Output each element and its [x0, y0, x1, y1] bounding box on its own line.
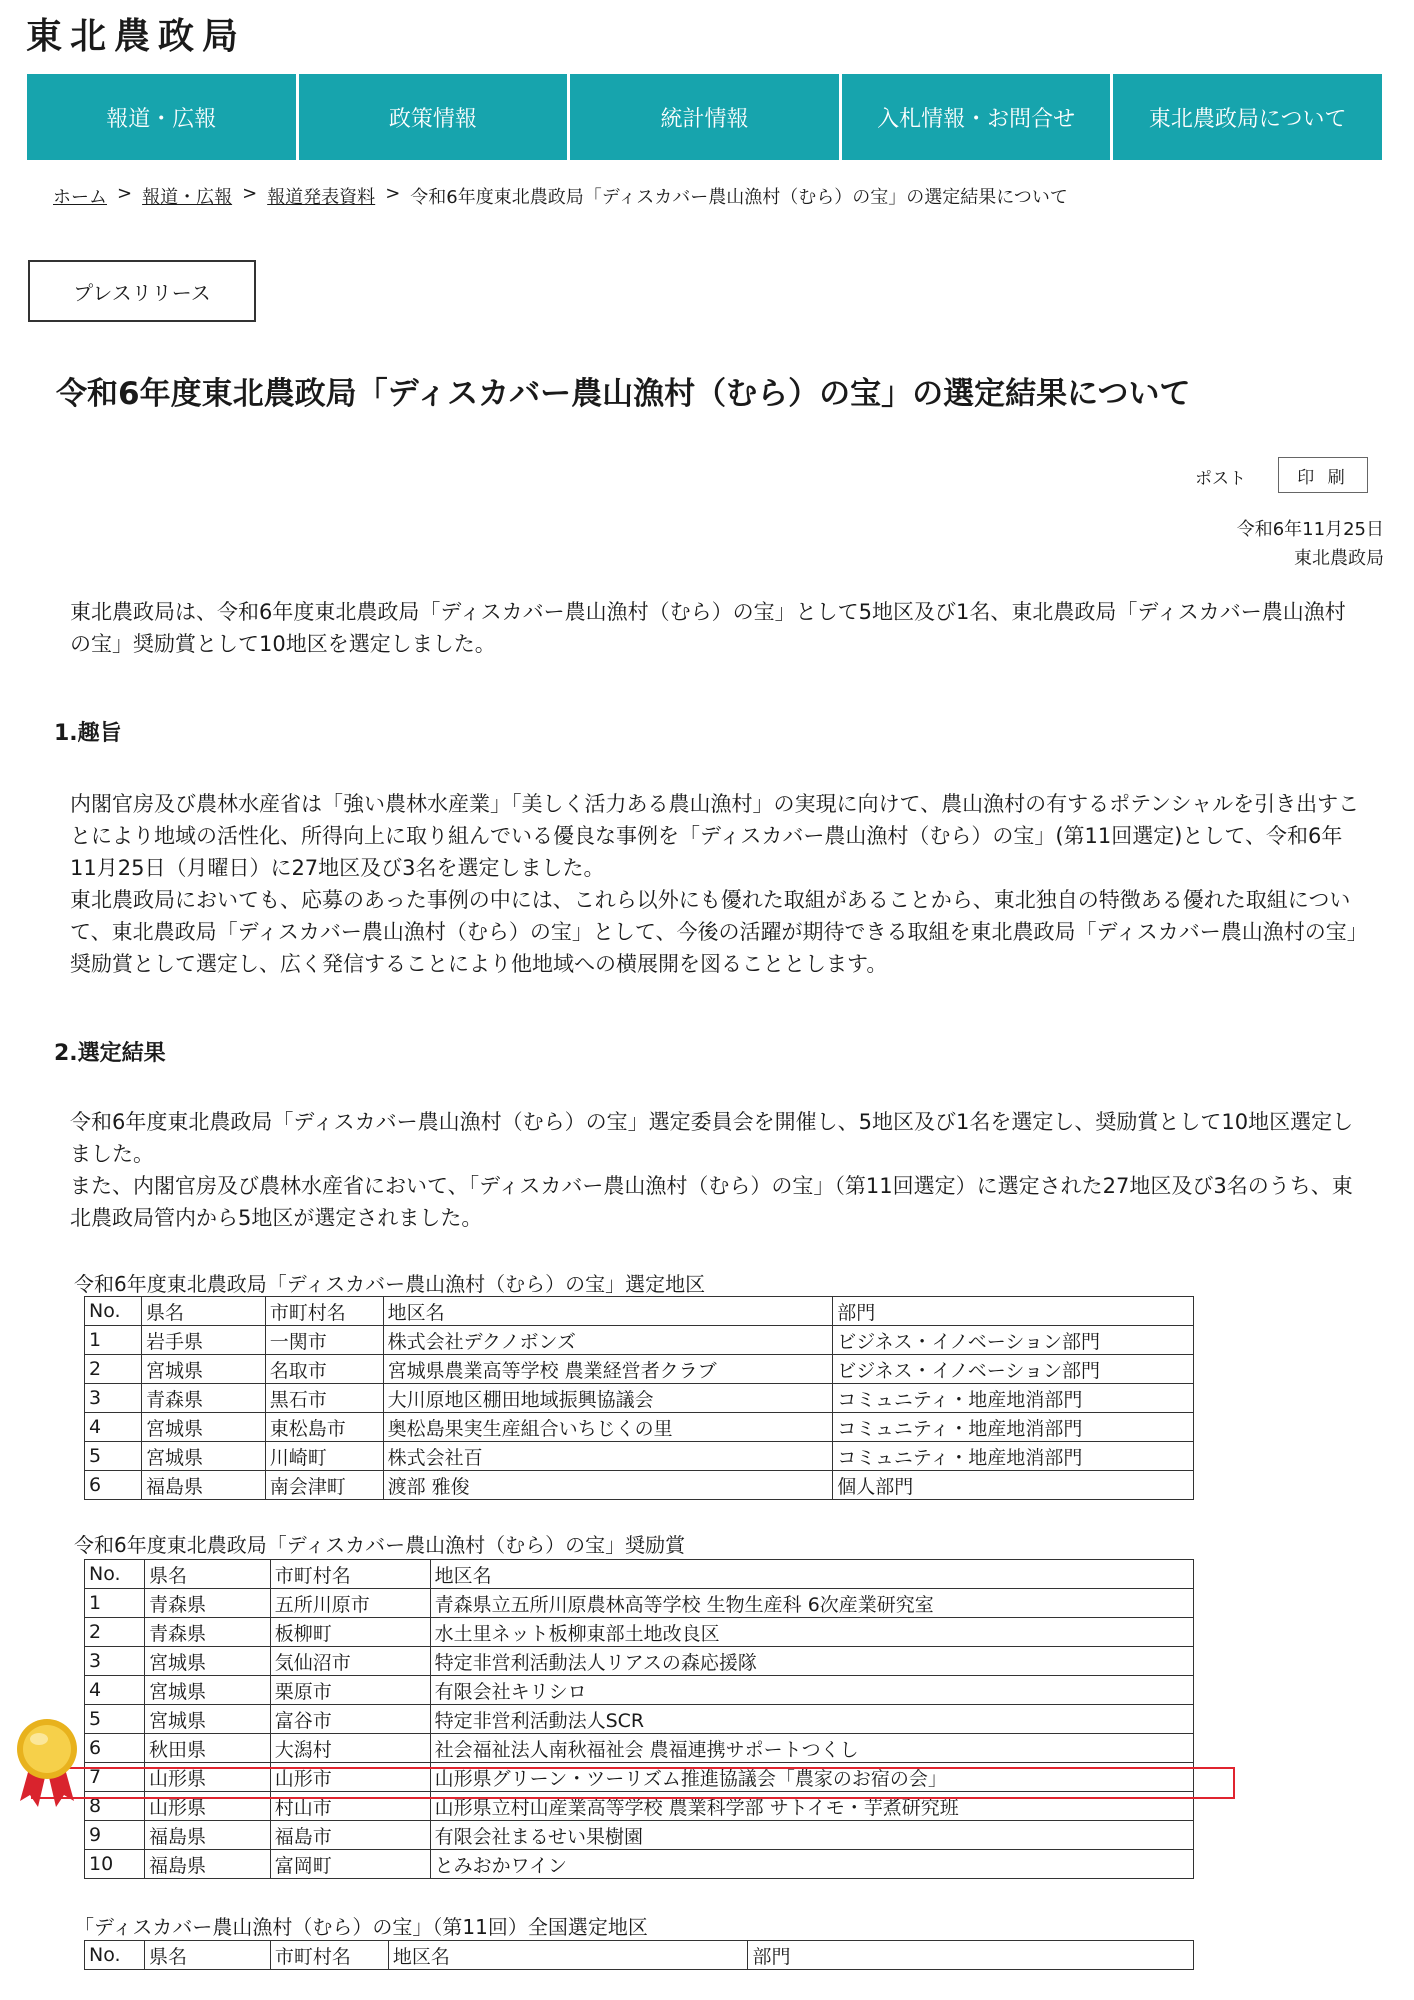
table-header-row [85, 1941, 1194, 1970]
table-cell: 岩手県 [141, 1326, 265, 1355]
table-cell: 4 [85, 1413, 142, 1442]
table-cell: 1 [85, 1589, 145, 1618]
table-cell: コミュニティ・地産地消部門 [833, 1442, 1194, 1471]
table-cell: 5 [85, 1705, 145, 1734]
post-share-button[interactable]: ポスト [1195, 469, 1246, 489]
table-cell: 水土里ネット板柳東部土地改良区 [430, 1618, 1193, 1647]
table-cell: 山形県 [144, 1763, 270, 1792]
table-cell: 青森県 [144, 1589, 270, 1618]
highlight-box [31, 1767, 1235, 1799]
table-cell: 福島県 [144, 1821, 270, 1850]
table-cell: 10 [85, 1850, 145, 1879]
table-cell: 村山市 [270, 1792, 430, 1821]
table-cell: 特定非営利活動法人SCR [430, 1705, 1193, 1734]
column-header: 部門 [833, 1297, 1194, 1326]
national-selection-table [84, 1940, 1194, 1970]
nav-item-statistics[interactable]: 統計情報 [570, 74, 842, 160]
column-header: No. [85, 1941, 145, 1970]
breadcrumb-separator: > [117, 183, 133, 204]
table-cell: 山形県 [144, 1792, 270, 1821]
release-org: 東北農政局 [1294, 548, 1384, 569]
table-cell: 有限会社キリシロ [430, 1676, 1193, 1705]
table-cell: 青森県 [141, 1384, 265, 1413]
table-cell: 一関市 [265, 1326, 383, 1355]
column-header: 地区名 [388, 1941, 748, 1970]
intro-paragraph: 東北農政局は、令和6年度東北農政局「ディスカバー農山漁村（むら）の宝」として5地区及び1名、東北農政局「ディスカバー農山漁村の宝」奨励賞として10地区を選定しました。 [70, 600, 1346, 656]
table-cell: 富岡町 [270, 1850, 430, 1879]
table-cell: 有限会社まるせい果樹園 [430, 1821, 1193, 1850]
table-cell: 宮城県 [141, 1442, 265, 1471]
table-cell: 山形県グリーン・ツーリズム推進協議会「農家のお宿の会」 [430, 1763, 1193, 1792]
table-row [85, 1821, 1194, 1850]
table-cell: 福島県 [144, 1850, 270, 1879]
table-row [85, 1413, 1194, 1442]
press-release-label: プレスリリース [28, 260, 256, 322]
table-cell: 青森県立五所川原農林高等学校 生物生産科 6次産業研究室 [430, 1589, 1193, 1618]
table-row [85, 1589, 1194, 1618]
table-row [85, 1355, 1194, 1384]
table-cell: 富谷市 [270, 1705, 430, 1734]
table-cell: 3 [85, 1647, 145, 1676]
breadcrumb [53, 183, 1068, 209]
table-cell: 8 [85, 1792, 145, 1821]
table-cell: 奥松島果実生産組合いちじくの里 [383, 1413, 833, 1442]
table-cell: ビジネス・イノベーション部門 [833, 1326, 1194, 1355]
table-cell: 株式会社デクノボンズ [383, 1326, 833, 1355]
results-paragraph-1: 令和6年度東北農政局「ディスカバー農山漁村（むら）の宝」選定委員会を開催し、5地区及び1名を選定し、奨励賞として10地区選定しました。 [70, 1110, 1354, 1166]
global-nav [27, 74, 1382, 160]
table-cell: 大潟村 [270, 1734, 430, 1763]
breadcrumb-current: 令和6年度東北農政局「ディスカバー農山漁村（むら）の宝」の選定結果について [410, 187, 1068, 208]
nav-item-policy[interactable]: 政策情報 [299, 74, 571, 160]
table-cell: 特定非営利活動法人リアスの森応援隊 [430, 1647, 1193, 1676]
table-row [85, 1676, 1194, 1705]
encouragement-award-table [84, 1559, 1194, 1879]
table-cell: 板柳町 [270, 1618, 430, 1647]
table-row [85, 1326, 1194, 1355]
breadcrumb-press[interactable]: 報道・広報 [142, 187, 233, 208]
table-cell: 福島市 [270, 1821, 430, 1850]
table-row [85, 1647, 1194, 1676]
table-row [85, 1471, 1194, 1500]
column-header: 地区名 [430, 1560, 1193, 1589]
breadcrumb-separator: > [242, 183, 258, 204]
table-cell: 1 [85, 1326, 142, 1355]
table-row [85, 1384, 1194, 1413]
table-cell: 栗原市 [270, 1676, 430, 1705]
table-row [85, 1618, 1194, 1647]
nav-item-press[interactable]: 報道・広報 [27, 74, 299, 160]
column-header: 県名 [144, 1560, 270, 1589]
table-cell: 秋田県 [144, 1734, 270, 1763]
gold-medal-icon [12, 1717, 82, 1809]
table2-caption: 令和6年度東北農政局「ディスカバー農山漁村（むら）の宝」奨励賞 [74, 1533, 686, 1557]
nav-item-bidding-contact[interactable]: 入札情報・お問合せ [842, 74, 1114, 160]
table-cell: 川崎町 [265, 1442, 383, 1471]
table-cell: 5 [85, 1442, 142, 1471]
column-header: 市町村名 [270, 1941, 388, 1970]
table-cell: 6 [85, 1471, 142, 1500]
table-row [85, 1705, 1194, 1734]
column-header: 県名 [141, 1297, 265, 1326]
table-cell: 7 [85, 1763, 145, 1792]
column-header: 地区名 [383, 1297, 833, 1326]
table-cell: とみおかワイン [430, 1850, 1193, 1879]
table-cell: 宮城県 [144, 1705, 270, 1734]
table-cell: ビジネス・イノベーション部門 [833, 1355, 1194, 1384]
table-cell: 山形市 [270, 1763, 430, 1792]
table3-caption: 「ディスカバー農山漁村（むら）の宝」（第11回）全国選定地区 [74, 1915, 648, 1939]
table-cell: 山形県立村山産業高等学校 農業科学部 サトイモ・芋煮研究班 [430, 1792, 1193, 1821]
table-cell: 社会福祉法人南秋福祉会 農福連携サポートつくし [430, 1734, 1193, 1763]
table-cell: 名取市 [265, 1355, 383, 1384]
page-title: 令和6年度東北農政局「ディスカバー農山漁村（むら）の宝」の選定結果について [56, 376, 1191, 412]
column-header: No. [85, 1560, 145, 1589]
table-cell: 気仙沼市 [270, 1647, 430, 1676]
column-header: No. [85, 1297, 142, 1326]
table1-caption: 令和6年度東北農政局「ディスカバー農山漁村（むら）の宝」選定地区 [74, 1272, 706, 1296]
selected-districts-table [84, 1296, 1194, 1500]
table-cell: 2 [85, 1618, 145, 1647]
table-row [85, 1734, 1194, 1763]
table-cell: 青森県 [144, 1618, 270, 1647]
table2-body [85, 1589, 1194, 1879]
table-cell: 株式会社百 [383, 1442, 833, 1471]
purpose-paragraph-1: 内閣官房及び農林水産省は「強い農林水産業」「美しく活力ある農山漁村」の実現に向けて、農山漁村の有するポテンシャルを引き出すことにより地域の活性化、所得向上に取り組んでいる優良な事例を「ディスカバー農山漁村（むら）の宝」(第11回選定)として、令和6年11月25日（月曜日）に27地区及び3名を選定しました。 [70, 792, 1360, 880]
table-header-row [85, 1560, 1194, 1589]
breadcrumb-home[interactable]: ホーム [53, 187, 107, 208]
purpose-paragraph-2: 東北農政局においても、応募のあった事例の中には、これら以外にも優れた取組があることから、東北独自の特徴ある優れた取組について、東北農政局「ディスカバー農山漁村（むら）の宝」として、今後の活躍が期待できる取組を東北農政局「ディスカバー農山漁村の宝」奨励賞として選定し、広く発信することにより他地域への横展開を図ることとします。 [70, 888, 1358, 976]
table-cell: 宮城県 [141, 1413, 265, 1442]
table-cell: 黒石市 [265, 1384, 383, 1413]
table-cell: 宮城県 [141, 1355, 265, 1384]
table-cell: 宮城県農業高等学校 農業経営者クラブ [383, 1355, 833, 1384]
table-header-row [85, 1297, 1194, 1326]
table-cell: 宮城県 [144, 1647, 270, 1676]
table-cell: 6 [85, 1734, 145, 1763]
column-header: 部門 [748, 1941, 1194, 1970]
column-header: 県名 [144, 1941, 270, 1970]
table-cell: コミュニティ・地産地消部門 [833, 1384, 1194, 1413]
column-header: 市町村名 [270, 1560, 430, 1589]
table-row [85, 1442, 1194, 1471]
table-cell: 南会津町 [265, 1471, 383, 1500]
site-logo[interactable]: 東北農政局 [26, 16, 247, 57]
table-cell: 大川原地区棚田地域振興協議会 [383, 1384, 833, 1413]
table-cell: 五所川原市 [270, 1589, 430, 1618]
section-heading-results: 2.選定結果 [54, 1041, 166, 1066]
table-cell: 9 [85, 1821, 145, 1850]
table-cell: 宮城県 [144, 1676, 270, 1705]
table-cell: 個人部門 [833, 1471, 1194, 1500]
breadcrumb-releases[interactable]: 報道発表資料 [267, 187, 376, 208]
table1-body [85, 1326, 1194, 1500]
section-heading-purpose: 1.趣旨 [54, 721, 122, 746]
table-cell: 福島県 [141, 1471, 265, 1500]
table-cell: 2 [85, 1355, 142, 1384]
table-cell: 4 [85, 1676, 145, 1705]
table-row [85, 1850, 1194, 1879]
nav-item-about[interactable]: 東北農政局について [1113, 74, 1382, 160]
results-paragraph-2: また、内閣官房及び農林水産省において、「ディスカバー農山漁村（むら）の宝」（第11回選定）に選定された27地区及び3名のうち、東北農政局管内から5地区が選定されました。 [70, 1174, 1353, 1230]
column-header: 市町村名 [265, 1297, 383, 1326]
breadcrumb-separator: > [385, 183, 401, 204]
release-date: 令和6年11月25日 [1236, 519, 1384, 540]
table-cell: 3 [85, 1384, 142, 1413]
table-cell: 東松島市 [265, 1413, 383, 1442]
table-cell: 渡部 雅俊 [383, 1471, 833, 1500]
print-button[interactable]: 印 刷 [1278, 457, 1368, 493]
table-cell: コミュニティ・地産地消部門 [833, 1413, 1194, 1442]
